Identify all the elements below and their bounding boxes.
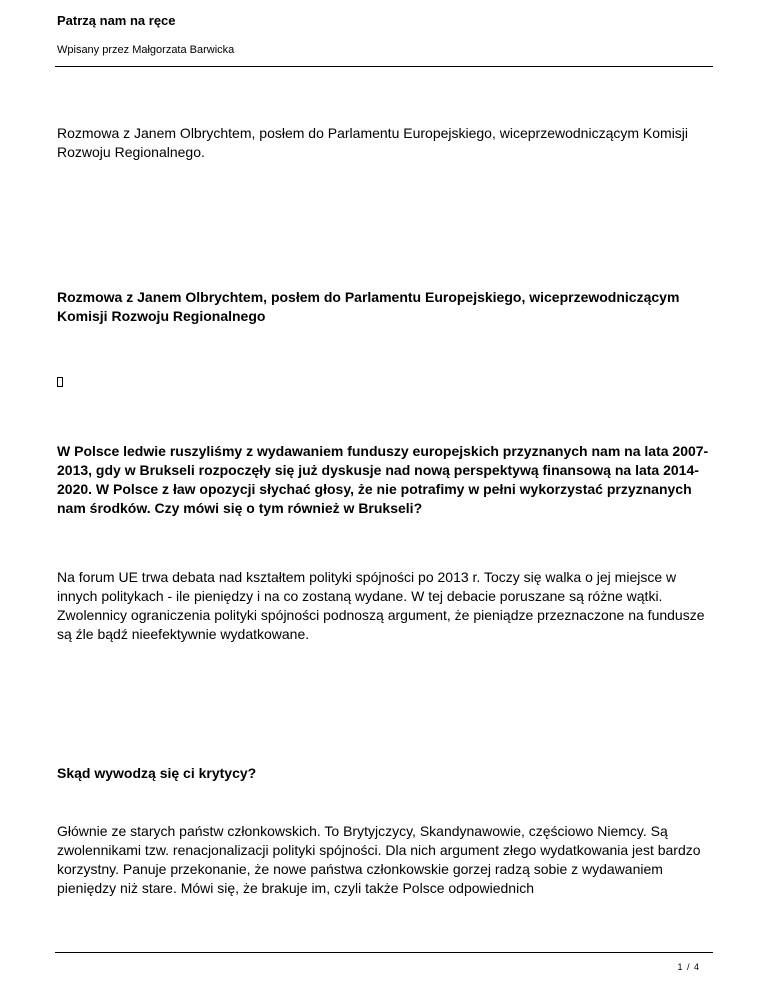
article-heading: Rozmowa z Janem Olbrychtem, posłem do Parlamentu Europejskiego, wiceprzewodniczącym Komisji Rozwoju Regionalnego: [57, 289, 680, 324]
document-title: Patrzą nam na ręce: [57, 13, 176, 28]
question-1: W Polsce ledwie ruszyliśmy z wydawaniem funduszy europejskich przyznanych nam na lata 2007-2013, gdy w Brukseli rozpoczęły się już dyskusje nad nową perspektywą finansową na lata 2014-2020. W Polsce z ław opozycji słychać głosy, że nie potrafimy w pełni wykorzystać przyznanych nam środków. Czy mówi się o tym również w Brukseli?: [57, 443, 709, 516]
author-line: Wpisany przez Małgorzata Barwicka: [57, 44, 235, 56]
answer-1: Na forum UE trwa debata nad kształtem polityki spójności po 2013 r. Toczy się walka o jej miejsce w innych politykach - ile pieniędzy i na co zostaną wydane. W tej debacie poruszane są różne wątki. Zwolennicy ograniczenia polityki spójności podnoszą argument, że pieniądze przeznaczone na fundusze są źle bądź nieefektywnie wydatkowane.: [57, 569, 705, 642]
answer-2: Głównie ze starych państw członkowskich. To Brytyjczycy, Skandynawowie, częściowo Niemcy. Są zwolennikami tzw. renacjonalizacji polityki spójności. Dla nich argument złego wydatkowania jest bardzo korzystny. Panuje przekonanie, że nowe państwa członkowskie gorzej radzą sobie z wydawaniem pieniędzy niż stare. Mówi się, że brakuje im, czyli także Polsce odpowiednich: [57, 823, 701, 896]
page-header: [55, 0, 713, 67]
question-2: Skąd wywodzą się ci krytycy?: [57, 765, 257, 781]
missing-glyph-icon: [57, 377, 63, 387]
footer-divider: [55, 952, 713, 953]
intro-paragraph: Rozmowa z Janem Olbrychtem, posłem do Parlamentu Europejskiego, wiceprzewodniczącym Komisji Rozwoju Regionalnego.: [57, 125, 689, 160]
page-number: 1 / 4: [677, 962, 700, 972]
